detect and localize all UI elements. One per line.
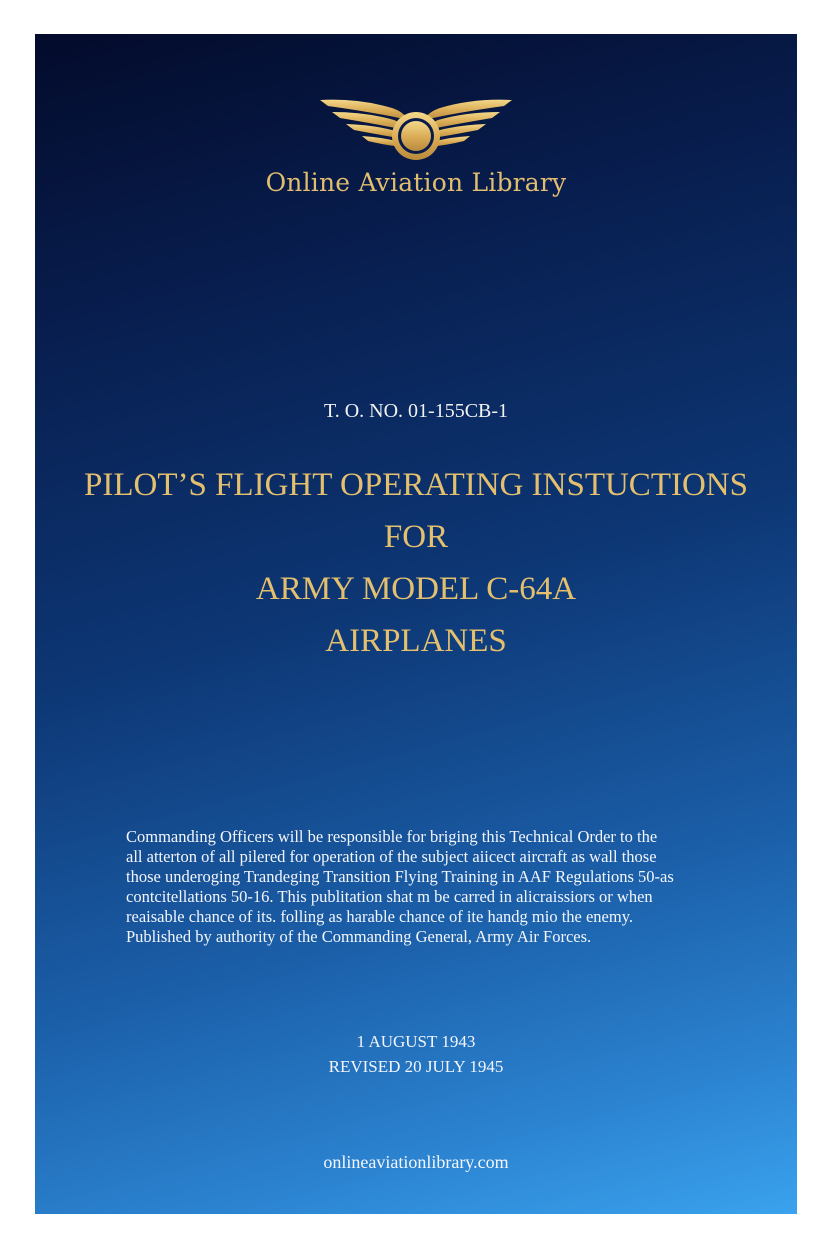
notice-line: reaisable chance of its. folling as harable chance of ite handg mio the enemy. xyxy=(126,907,634,926)
revised-date: REVISED 20 JULY 1945 xyxy=(328,1057,504,1076)
notice-line: Commanding Officers will be responsible for briging this Technical Order to the xyxy=(126,827,658,846)
winged-emblem-icon xyxy=(318,96,514,164)
notice-line: those underoging Trandeging Transition Flying Training in AAF Regulations 50-as xyxy=(126,867,674,886)
title-line: PILOT’S FLIGHT OPERATING INSTUCTIONS xyxy=(84,467,748,503)
notice-line: Published by authority of the Commanding General, Army Air Forces. xyxy=(126,927,592,946)
distribution-notice xyxy=(126,827,726,947)
title-line: ARMY MODEL C-64A xyxy=(255,571,577,607)
library-brand-name: Online Aviation Library xyxy=(265,168,567,197)
notice-line: contcitellations 50-16. This publitation shat m be carred in alicraissiors or when xyxy=(126,887,653,906)
cover-page xyxy=(35,34,797,1214)
publication-dates xyxy=(35,1029,797,1079)
original-date: 1 AUGUST 1943 xyxy=(356,1032,476,1051)
title-line: AIRPLANES xyxy=(325,623,507,659)
website-url: onlineaviationlibrary.com xyxy=(323,1152,509,1172)
title-line: FOR xyxy=(383,519,449,555)
notice-line: all atterton of all pilered for operation of the subject aiicect aircraft as wall those xyxy=(126,847,657,866)
document-title xyxy=(35,459,797,667)
technical-order-number: T. O. NO. 01-155CB-1 xyxy=(323,400,509,422)
